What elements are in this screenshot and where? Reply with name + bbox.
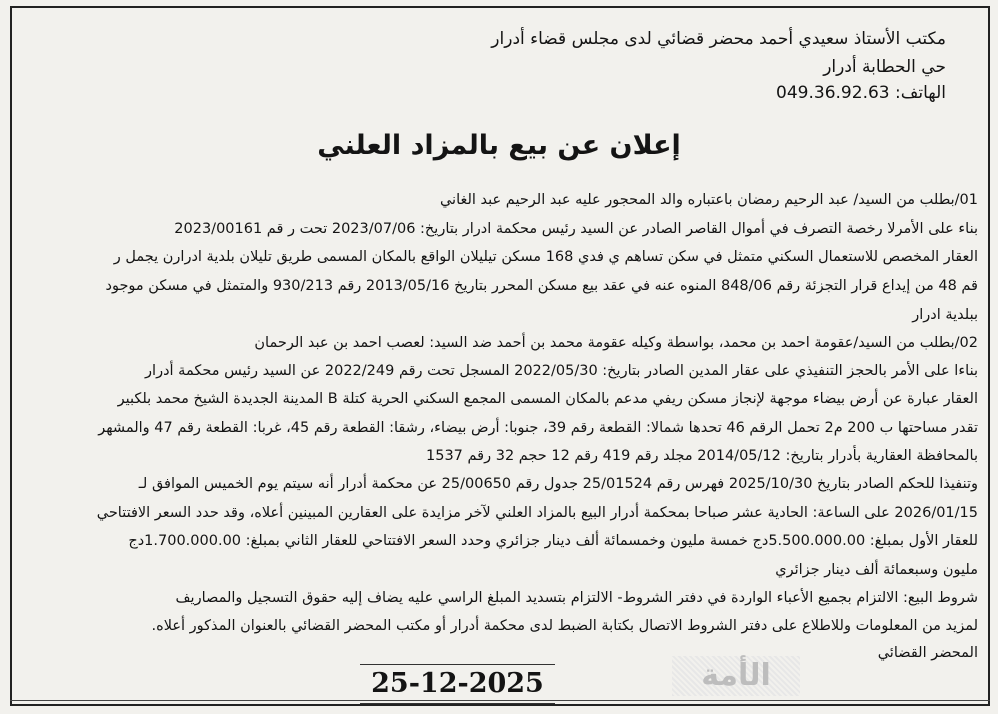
newspaper-logo: الأمة xyxy=(672,656,800,696)
paragraph-2-line-5: بالمحافظة العقارية بأدرار بتاريخ: 2014/05/12 مجلد رقم 419 رقم 12 حجم 32 رقم 1537 xyxy=(426,448,978,464)
paragraph-1-line-4: قم 48 من إيداع قرار التجزئة رقم 848/06 المنوه عنه في عقد بيع مسكن المحرر بتاريخ 2013/05/16 رقم 930/213 والمتمثل في مسكن موجود xyxy=(105,278,978,294)
paragraph-3-line-3: للعقار الأول بمبلغ: 5.500.000.00دج خمسة مليون وخمسمائة ألف دينار جزائري وحدد السعر الافتتاحي للعقار الثاني بمبلغ: 1.700.000.00دج xyxy=(128,533,978,549)
announcement-title: إعلان عن بيع بالمزاد العلني xyxy=(317,130,681,161)
office-phone xyxy=(776,82,946,104)
paragraph-1-line-1: 01/بطلب من السيد/ عبد الرحيم رمضان باعتباره والد المحجور عليه عبد الرحيم عبد الغاني xyxy=(439,192,978,208)
paragraph-1-line-5: ببلدية ادرار xyxy=(912,307,978,323)
paragraph-4-line-1: شروط البيع: الالتزام بجميع الأعباء الواردة في دفتر الشروط- الالتزام بتسديد المبلغ الراسي عليه يضاف إليه حقوق التسجيل والمصاريف xyxy=(175,590,978,606)
paragraph-2-line-1: 02/بطلب من السيد/عقومة احمد بن محمد، بواسطة وكيله عقومة محمد بن أحمد ضد السيد: لعصب احمد بن عبد الرحمان xyxy=(254,335,978,351)
office-district: حي الحطابة أدرار xyxy=(823,57,946,77)
paragraph-3-line-1: وتنفيذا للحكم الصادر بتاريخ 2025/10/30 فهرس رقم 25/01524 جدول رقم 25/00650 عن محكمة أدرار أنه سيتم يوم الخميس الموافق لـ xyxy=(138,476,978,492)
paragraph-1-line-2: بناء على الأمرلا رخصة التصرف في أموال القاصر الصادر عن السيد رئيس محكمة ادرار بتاريخ: 2023/07/06 تحت ر قم 2023/00161 xyxy=(174,221,978,237)
paragraph-4-line-2: لمزيد من المعلومات وللاطلاع على دفتر الشروط الاتصال بكتابة الضبط لدى محكمة أدرار أو مكتب المحضر القضائي بالعنوان المذكور أعلاه. xyxy=(151,618,978,634)
signature-line: المحضر القضائي xyxy=(877,645,978,661)
paragraph-2-line-3: العقار عبارة عن أرض بيضاء موجهة لإنجاز مسكن ريفي مدعم بالمكان المسمى المجمع السكني الحرية كتلة B المدينة الجديدة الشيخ محمد بلكبير xyxy=(117,391,978,407)
paragraph-3-line-4: مليون وسبعمائة ألف دينار جزائري xyxy=(775,562,978,578)
paragraph-2-line-4: تقدر مساحتها ب 200 م2 تحمل الرقم 46 تحدها شمالا: القطعة رقم 39، جنوبا: أرض بيضاء، رشقا: القطعة رقم 45، غربا: القطعة رقم 47 والمشهر xyxy=(98,420,978,436)
paragraph-3-line-2: 2026/01/15 على الساعة: الحادية عشر صباحا بمحكمة أدرار البيع بالمزاد العلني لآخر مزايدة على العقارين المبينين أعلاه، وقد حدد السعر الافتتاحي xyxy=(96,505,978,521)
office-name: مكتب الأستاذ سعيدي أحمد محضر قضائي لدى مجلس قضاء أدرار xyxy=(491,29,946,49)
phone-number: 049.36.92.63 xyxy=(776,83,890,103)
phone-label: الهاتف: xyxy=(895,83,946,103)
bottom-rule xyxy=(10,700,990,701)
paragraph-1-line-3: العقار المخصص للاستعمال السكني متمثل في سكن تساهم ي فدي 168 مسكن تيليلان الواقع بالمكان المسمى طريق تليلان بلدية ادرارن يجمل ر xyxy=(113,249,978,265)
publication-date: 25-12-2025 xyxy=(360,664,555,704)
paragraph-2-line-2: بناءا على الأمر بالحجز التنفيذي على عقار المدين الصادر بتاريخ: 2022/05/30 المسجل تحت رقم 2022/249 عن السيد رئيس محكمة أدرار xyxy=(145,363,978,379)
